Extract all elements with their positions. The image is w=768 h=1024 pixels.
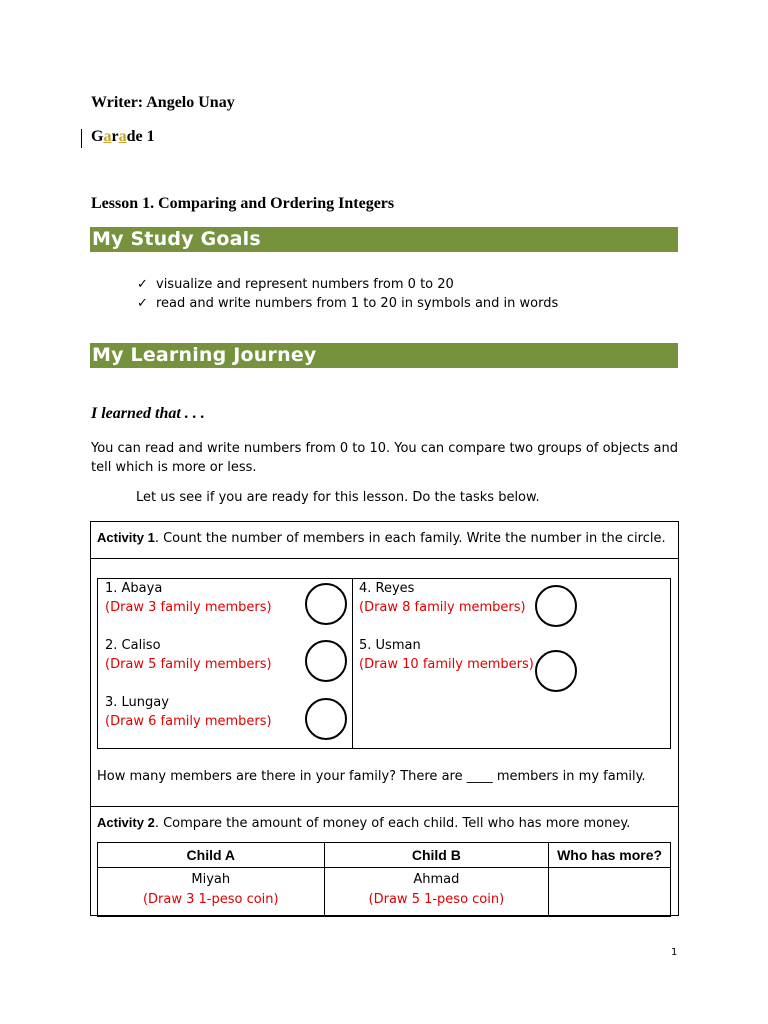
checkmark-icon: ✓: [137, 296, 148, 311]
child-b-note: (Draw 5 1-peso coin): [368, 892, 505, 907]
activity1-instruction: [97, 530, 666, 546]
family-entry: [359, 579, 526, 617]
goal-text: read and write numbers from 1 to 20 in symbols and in words: [156, 296, 559, 311]
grade-text-highlight-1: a: [103, 128, 112, 145]
family-note: (Draw 8 family members): [359, 600, 526, 615]
answer-circle[interactable]: [535, 650, 577, 692]
goal-text: visualize and represent numbers from 0 to 20: [156, 277, 454, 292]
header-who-has-more: Who has more?: [549, 843, 671, 868]
family-entry: [359, 636, 534, 674]
child-b-cell: [324, 868, 549, 917]
activity2-instruction: [97, 815, 630, 831]
family-entry: [105, 579, 272, 617]
divider: [90, 558, 679, 559]
activity1-label: Activity 1: [97, 530, 155, 545]
answer-circle[interactable]: [305, 698, 347, 740]
intro-paragraph: You can read and write numbers from 0 to 10. You can compare two groups of objects and tell which is more or less.: [91, 441, 679, 475]
learning-journey-banner: My Learning Journey: [90, 343, 678, 368]
money-table: [97, 842, 671, 917]
activity2-text: . Compare the amount of money of each child. Tell who has more money.: [154, 816, 631, 831]
page-number: 1: [671, 947, 678, 958]
grade-text-rest: de 1: [126, 128, 155, 145]
activity2-label: Activity 2: [97, 815, 155, 830]
learned-heading: I learned that . . .: [91, 405, 205, 422]
grade-text-g: G: [91, 128, 104, 145]
table-row: [98, 868, 671, 917]
writer-line: Writer: Angelo Unay: [91, 94, 235, 111]
grade-text-highlight-2: a: [118, 128, 127, 145]
answer-cell[interactable]: [549, 868, 671, 917]
family-name: 5. Usman: [359, 638, 421, 653]
child-a-cell: [98, 868, 325, 917]
grade-line: [91, 128, 155, 146]
goal-item: [137, 275, 558, 294]
header-child-a: Child A: [98, 843, 325, 868]
study-goals-list: [137, 275, 558, 313]
family-name: 2. Caliso: [105, 638, 161, 653]
study-goals-banner: My Study Goals: [90, 227, 678, 252]
answer-circle[interactable]: [305, 640, 347, 682]
header-child-b: Child B: [324, 843, 549, 868]
child-b-name: Ahmad: [413, 872, 460, 887]
checkmark-icon: ✓: [137, 277, 148, 292]
answer-circle[interactable]: [305, 583, 347, 625]
table-header-row: [98, 843, 671, 868]
grade-text-r: r: [111, 128, 119, 145]
family-note: (Draw 3 family members): [105, 600, 272, 615]
instruction-text: Let us see if you are ready for this lesson. Do the tasks below.: [136, 490, 540, 505]
family-name: 4. Reyes: [359, 581, 415, 596]
goal-item: [137, 294, 558, 313]
family-question: How many members are there in your family? There are ____ members in my family.: [97, 769, 646, 784]
family-entry: [105, 693, 272, 731]
family-note: (Draw 5 family members): [105, 657, 272, 672]
lesson-title: Lesson 1. Comparing and Ordering Integers: [91, 195, 395, 212]
activity1-text: . Count the number of members in each family. Write the number in the circle.: [154, 531, 666, 546]
text-cursor: [81, 129, 82, 148]
family-name: 1. Abaya: [105, 581, 163, 596]
family-note: (Draw 10 family members): [359, 657, 534, 672]
answer-circle[interactable]: [535, 585, 577, 627]
family-note: (Draw 6 family members): [105, 714, 272, 729]
column-divider: [352, 579, 353, 748]
family-entry: [105, 636, 272, 674]
child-a-name: Miyah: [191, 872, 231, 887]
child-a-note: (Draw 3 1-peso coin): [142, 892, 279, 907]
family-name: 3. Lungay: [105, 695, 169, 710]
divider: [90, 806, 679, 807]
